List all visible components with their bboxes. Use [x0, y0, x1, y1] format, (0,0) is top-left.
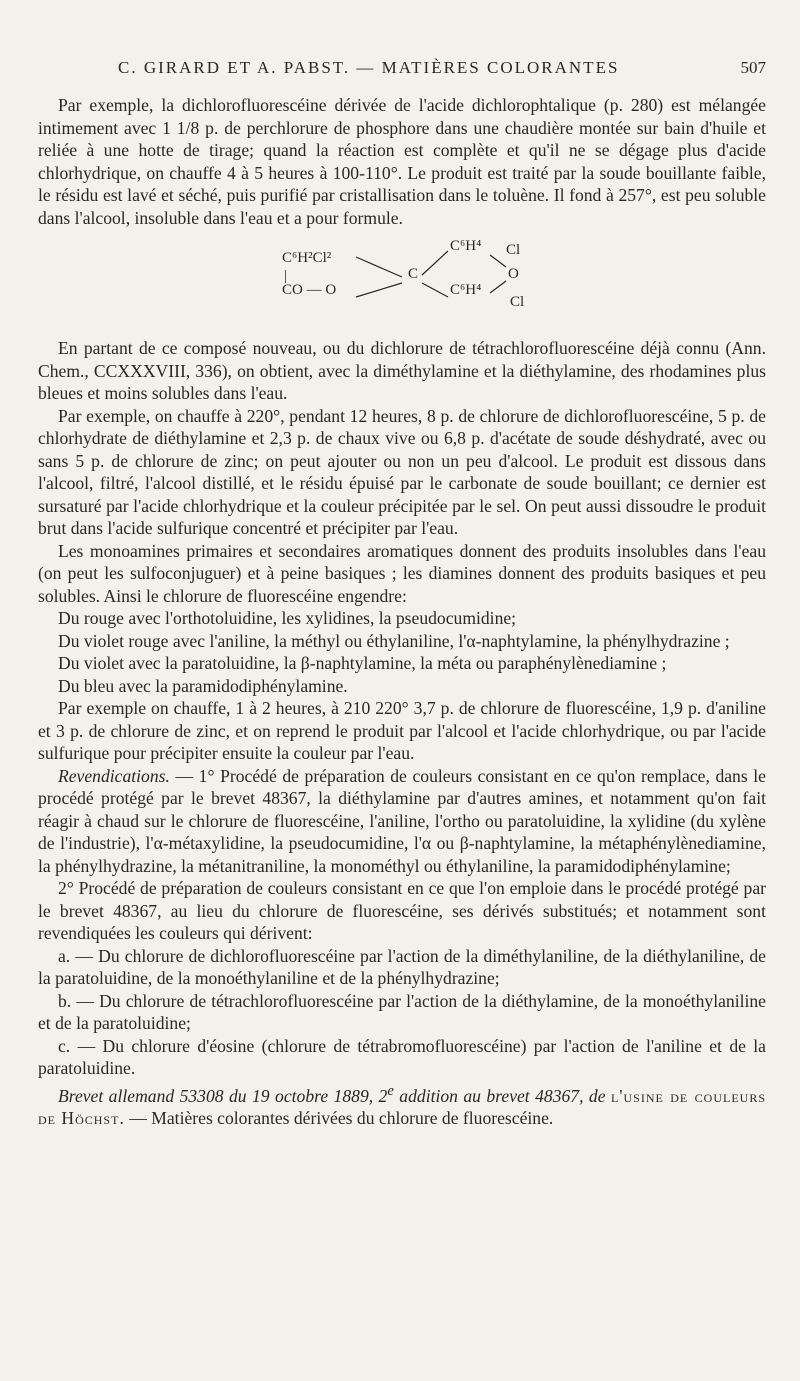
patent-heading-a: Brevet allemand 53308 du 19 octobre 1889, 2 [58, 1085, 388, 1106]
paragraph-3: Par exemple, on chauffe à 220°, pendant 12 heures, 8 p. de chlorure de dichlorofluorescéine, 5 p. de chlorhydrate de diéthylamine et 2,3 p. de chaux vive ou 6,8 p. d'acétate de soude déshydraté, avec ou sans 5 p. de chlorure de zinc; on peut ajouter ou non un peu d'alcool. Le produit est dissous dans l'alcool, filtré, l'alcool distillé, et le résidu épuisé par le carbonate de soude bouillant; ce dernier est sursaturé par l'acide chlorhydrique et la couleur précipitée par le sel. On peut aussi dissoudre le produit brut dans l'acide sulfurique concentré et précipiter par l'eau. [38, 405, 766, 538]
formula-left-bottom: CO — O [282, 282, 337, 298]
paragraph-5: Du rouge avec l'orthotoluidine, les xylidines, la pseudocumidine; [58, 608, 517, 628]
formula-right-top: C⁶H⁴ [450, 238, 482, 254]
running-title: C. GIRARD ET A. PABST. — MATIÈRES COLORANTES [118, 58, 620, 77]
paragraph-8: Du bleu avec la paramidodiphénylamine. [58, 675, 348, 696]
formula-chlorine-bottom: Cl [510, 294, 525, 310]
paragraph-1: Par exemple, la dichlorofluorescéine dérivée de l'acide dichlorophtalique (p. 280) est mélangée intimement avec 1 1/8 p. de perchlorure de phosphore dans une chaudière montée sur bain d'huile et reliée à une hotte de tirage; quand la réaction est complète et qu'il ne se dégage plus d'acide chlorhydrique, on chauffe 4 à 5 heures à 100-110°. Le produit est traité par la soude bouillante faible, le résidu est lavé et séché, puis purifié par cristallisation dans le toluène. Il fond à 257°, est peu soluble dans l'alcool, insoluble dans l'eau et a pour formule. [38, 95, 766, 228]
paragraph-7: Du violet avec la paratoluidine, la β-naphtylamine, la méta ou paraphénylènediamine ; [58, 653, 667, 673]
running-header [118, 58, 766, 82]
claims-text: — 1° Procédé de préparation de couleurs consistant en ce qu'on remplace, dans le procédé protégé par le brevet 48367, la diéthylamine par d'autres amines, et notamment qu'on fait réagir à chaud sur le chlorure de fluorescéine, l'aniline, l'ortho ou paratoluidine, la xylidine (du xylène de l'industrie), l'α-métaxylidine, la pseudocumidine, l'α ou β-naphtylamine, la métaphénylènediamine, la phénylhydrazine, la métanitraniline, la monométhyl ou éthylaniline, la paramidodiphénylamine; [38, 765, 766, 876]
page-number: 507 [740, 58, 766, 77]
chemical-formula [38, 235, 766, 333]
formula-left-top: C⁶H²Cl² [282, 250, 332, 266]
claims-heading: Revendications. [58, 765, 170, 786]
paragraph-2: En partant de ce composé nouveau, ou du dichlorure de tétrachlorofluorescéine déjà connu (Ann. Chem., CCXXXVIII, 336), on obtient, avec la diméthylamine et la diéthylamine, des rhodamines plus bleues et moins solubles dans l'eau. [38, 338, 766, 403]
paragraph-14: c. — Du chlorure d'éosine (chlorure de tétrabromofluorescéine) par l'action de l'aniline et de la paratoluidine. [38, 1035, 766, 1078]
formula-center-carbon: C [408, 266, 419, 282]
formula-oxygen: O [508, 266, 519, 282]
patent-heading-b: addition au brevet 48367, de [393, 1085, 606, 1106]
paragraph-6: Du violet rouge avec l'aniline, la méthyl ou éthylaniline, l'α-naphtylamine, la phénylhydrazine ; [58, 630, 730, 651]
patent-heading-d: — Matières colorantes dérivées du chlorure de fluorescéine. [124, 1107, 554, 1128]
paragraph-4: Les monoamines primaires et secondaires aromatiques donnent des produits insolubles dans l'eau (on peut les sulfoconjuguer) et à peine basiques ; les diamines donnent des produits basiques et peu solubles. Ainsi le chlorure de fluorescéine engendre: [38, 540, 766, 606]
patent-heading-sup: e [387, 1082, 394, 1099]
paragraph-12: a. — Du chlorure de dichlorofluorescéine par l'action de la diméthylaniline, de la diéthylaniline, de la paratoluidine, de la monoéthylaniline et de la phénylhydrazine; [38, 945, 766, 988]
paragraph-11: 2° Procédé de préparation de couleurs consistant en ce que l'on emploie dans le procédé protégé par le brevet 48367, au lieu du chlorure de fluorescéine, ses dérivés substitués; et notamment sont revendiquées les couleurs qui dérivent: [38, 878, 766, 943]
paragraph-13: b. — Du chlorure de tétrachlorofluorescéine par l'action de la diéthylamine, de la monoéthylaniline et de la paratoluidine; [38, 990, 766, 1033]
paragraph-9: Par exemple on chauffe, 1 à 2 heures, à 210 220° 3,7 p. de chlorure de fluorescéine, 1,9 p. d'aniline et 3 p. de chlorure de zinc, et on reprend le produit par l'alcool et l'acide chlorhydrique, ou par l'acide sulfurique pour précipiter ensuite la couleur par l'eau. [38, 698, 766, 763]
main-text [38, 94, 766, 1129]
formula-right-bottom: C⁶H⁴ [450, 282, 482, 298]
patent-heading [38, 1080, 766, 1130]
patent-heading-company: l'usine de couleurs de Höchst. [38, 1085, 767, 1128]
paragraph-10 [38, 765, 766, 878]
formula-bond: | [284, 268, 288, 284]
formula-chlorine-top: Cl [506, 242, 521, 258]
